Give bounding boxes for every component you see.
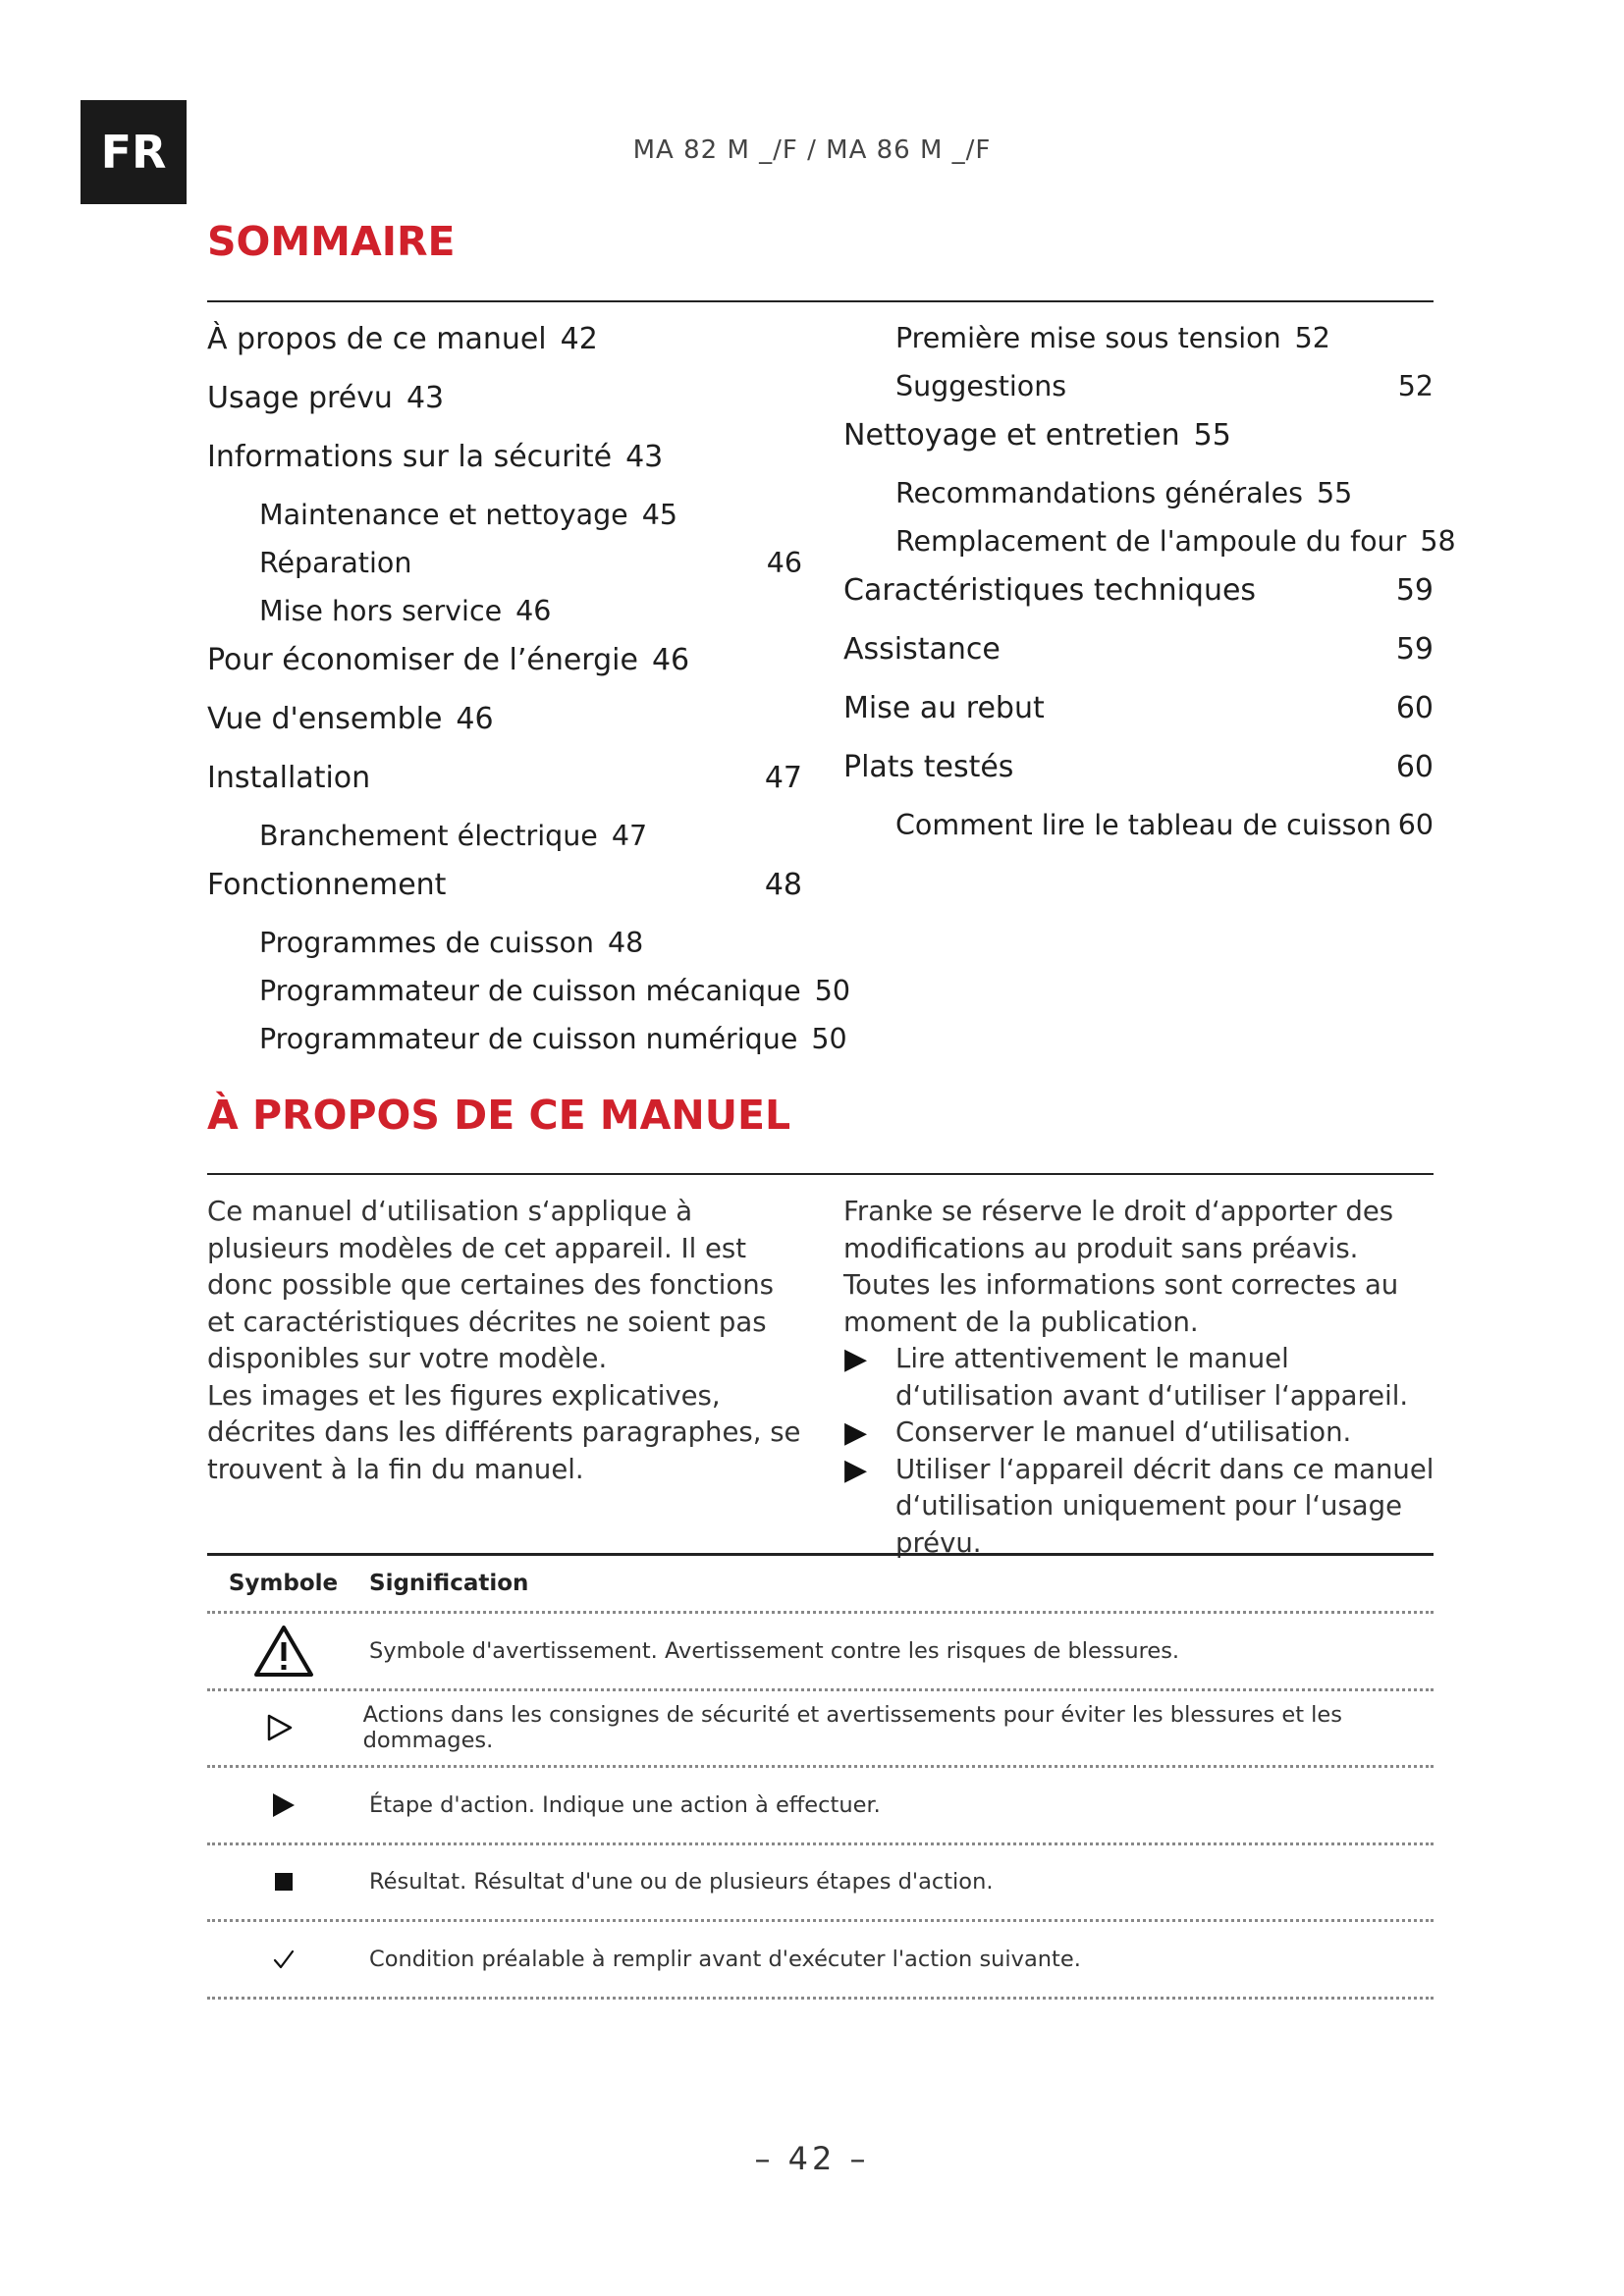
- toc-entry-page: 60: [1395, 750, 1434, 784]
- action-arrow-icon: ▶: [844, 1415, 868, 1450]
- toc-entry-page: 47: [764, 761, 802, 795]
- toc-entry[interactable]: [207, 499, 802, 532]
- toc-entry-title: Informations sur la sécurité: [207, 440, 613, 474]
- toc-entry[interactable]: [843, 632, 1434, 667]
- action-arrow-icon: ▶: [844, 1342, 868, 1376]
- symbol-row: [207, 1765, 1434, 1842]
- toc-entry[interactable]: [207, 595, 802, 628]
- toc-entry-page: 46: [766, 547, 802, 579]
- toc-entry[interactable]: [843, 750, 1434, 785]
- toc-entry[interactable]: [207, 547, 802, 580]
- toc-entry-title: Plats testés: [843, 750, 1014, 784]
- about-left-text: [207, 1194, 806, 1488]
- toc-entry-title: Première mise sous tension: [895, 322, 1281, 354]
- outline-triangle-icon: [266, 1713, 294, 1742]
- symbol-meaning: Résultat. Résultat d'une ou de plusieurs étapes d'action.: [369, 1869, 994, 1896]
- toc-entry[interactable]: [843, 418, 1434, 454]
- toc-entry[interactable]: [843, 691, 1434, 726]
- model-header: MA 82 M _/F / MA 86 M _/F: [632, 135, 992, 165]
- toc-entry-title: À propos de ce manuel: [207, 322, 547, 356]
- toc-entry-title: Programmateur de cuisson numérique: [259, 1023, 798, 1055]
- symbol-table: [207, 1553, 1434, 2000]
- toc-entry-page: 43: [406, 381, 445, 415]
- about-paragraph: Franke se réserve le droit d‘apporter des modifications au produit sans préavis. Toutes les informations sont correctes au moment de la publication.: [843, 1196, 1399, 1338]
- toc-entry[interactable]: [843, 370, 1434, 403]
- toc-divider: [207, 300, 1434, 302]
- symbol-meaning: Actions dans les consignes de sécurité et avertissements pour éviter les blessures et les dommages.: [362, 1702, 1342, 1754]
- symbol-row: [207, 1611, 1434, 1688]
- column-header-meaning: Signification: [369, 1571, 529, 1596]
- toc-entry-title: Caractéristiques techniques: [843, 573, 1257, 608]
- toc-entry-page: 46: [515, 595, 552, 627]
- toc-entry-title: Réparation: [259, 547, 412, 579]
- toc-entry[interactable]: [207, 702, 802, 737]
- symbol-meaning: Symbole d'avertissement. Avertissement contre les risques de blessures.: [369, 1637, 1180, 1664]
- toc-entry-page: 52: [1397, 370, 1434, 402]
- toc-entry-page: 42: [560, 322, 598, 356]
- symbol-meaning: Étape d'action. Indique une action à effectuer.: [369, 1791, 881, 1818]
- toc-entry-page: 46: [456, 702, 494, 736]
- instruction-item: ▶ Lire attentivement le manuel d‘utilisation avant d‘utiliser l‘appareil.: [844, 1342, 1409, 1412]
- filled-square-icon: [274, 1872, 294, 1892]
- instruction-list: [843, 1341, 1442, 1562]
- toc-entry-page: 60: [1395, 691, 1434, 725]
- toc-entry-title: Mise hors service: [259, 595, 503, 627]
- toc-entry-page: 47: [611, 820, 648, 852]
- toc-entry-title: Branchement électrique: [259, 820, 598, 852]
- toc-entry-title: Nettoyage et entretien: [843, 418, 1180, 453]
- toc-entry-page: 60: [1397, 809, 1434, 841]
- toc-entry-page: 55: [1316, 477, 1353, 509]
- toc-entry[interactable]: [207, 440, 802, 475]
- column-header-symbol: Symbole: [228, 1571, 339, 1596]
- symbol-meaning: Condition préalable à remplir avant d'exécuter l'action suivante.: [369, 1946, 1081, 1972]
- toc-entry-title: Mise au rebut: [843, 691, 1045, 725]
- toc-left-column: [207, 322, 850, 1071]
- toc-right-column: [843, 322, 1456, 857]
- toc-entry-title: Remplacement de l'ampoule du four: [895, 525, 1407, 558]
- toc-entry-page: 59: [1395, 573, 1434, 608]
- toc-entry[interactable]: [207, 643, 802, 678]
- toc-entry-title: Usage prévu: [207, 381, 393, 415]
- toc-entry-page: 59: [1395, 632, 1434, 667]
- page-number: – 42 –: [754, 2140, 870, 2177]
- toc-entry-page: 52: [1294, 322, 1330, 354]
- symbol-row: [207, 1688, 1434, 1766]
- toc-entry-page: 45: [641, 499, 677, 531]
- toc-entry-page: 43: [625, 440, 664, 474]
- toc-entry-title: Maintenance et nettoyage: [259, 499, 628, 531]
- symbol-table-header: [207, 1553, 1434, 1611]
- about-paragraph: Les images et les figures explicatives, décrites dans les différents paragraphes, se trouvent à la fin du manuel.: [207, 1379, 801, 1485]
- toc-entry[interactable]: [843, 477, 1434, 510]
- toc-entry-title: Installation: [207, 761, 371, 795]
- about-right-text: [843, 1194, 1442, 1562]
- filled-triangle-icon: [270, 1790, 298, 1820]
- toc-entry[interactable]: [207, 381, 802, 416]
- toc-entry-page: 48: [764, 868, 802, 902]
- toc-entry[interactable]: [843, 573, 1434, 609]
- toc-entry[interactable]: [207, 820, 802, 853]
- instruction-item: ▶ Utiliser l‘appareil décrit dans ce manuel d‘utilisation uniquement pour l‘usage prévu.: [844, 1452, 1435, 1559]
- toc-entry[interactable]: [207, 322, 802, 357]
- toc-entry-title: Assistance: [843, 632, 1001, 667]
- toc-entry-page: 48: [607, 927, 644, 959]
- toc-entry-title: Programmes de cuisson: [259, 927, 594, 959]
- checkmark-icon: [272, 1948, 296, 1971]
- toc-entry-title: Suggestions: [895, 370, 1067, 402]
- about-paragraph: Ce manuel d‘utilisation s‘applique à plusieurs modèles de cet appareil. Il est donc possible que certaines des fonctions et caractéristiques décrites ne soient pas disponibles sur votre modèle.: [207, 1196, 774, 1374]
- toc-entry-title: Comment lire le tableau de cuisson: [895, 809, 1392, 841]
- toc-entry-title: Vue d'ensemble: [207, 702, 443, 736]
- warning-triangle-icon: [252, 1624, 315, 1679]
- symbol-row: [207, 1842, 1434, 1920]
- toc-entry-page: 46: [651, 643, 690, 677]
- toc-entry[interactable]: [843, 809, 1434, 842]
- symbol-row: [207, 1919, 1434, 2000]
- toc-entry[interactable]: [207, 868, 802, 903]
- about-title: À PROPOS DE CE MANUEL: [207, 1092, 791, 1139]
- toc-entry-page: 58: [1420, 525, 1456, 558]
- toc-entry[interactable]: [207, 975, 850, 1008]
- toc-title: SOMMAIRE: [207, 218, 456, 265]
- toc-entry[interactable]: [207, 761, 802, 796]
- toc-entry[interactable]: [843, 322, 1434, 355]
- toc-entry[interactable]: [207, 927, 802, 960]
- toc-entry-page: 50: [814, 975, 850, 1007]
- toc-entry-title: Fonctionnement: [207, 868, 447, 902]
- action-arrow-icon: ▶: [844, 1452, 868, 1487]
- language-badge: FR: [81, 100, 187, 204]
- toc-entry-title: Pour économiser de l’énergie: [207, 643, 638, 677]
- toc-entry-page: 55: [1193, 418, 1231, 453]
- toc-entry-title: Recommandations générales: [895, 477, 1303, 509]
- toc-entry-title: Programmateur de cuisson mécanique: [259, 975, 801, 1007]
- toc-entry[interactable]: [843, 525, 1456, 559]
- toc-entry[interactable]: [207, 1023, 847, 1056]
- toc-entry-page: 50: [811, 1023, 847, 1055]
- about-divider: [207, 1173, 1434, 1175]
- instruction-item: ▶ Conserver le manuel d‘utilisation.: [844, 1415, 1352, 1450]
